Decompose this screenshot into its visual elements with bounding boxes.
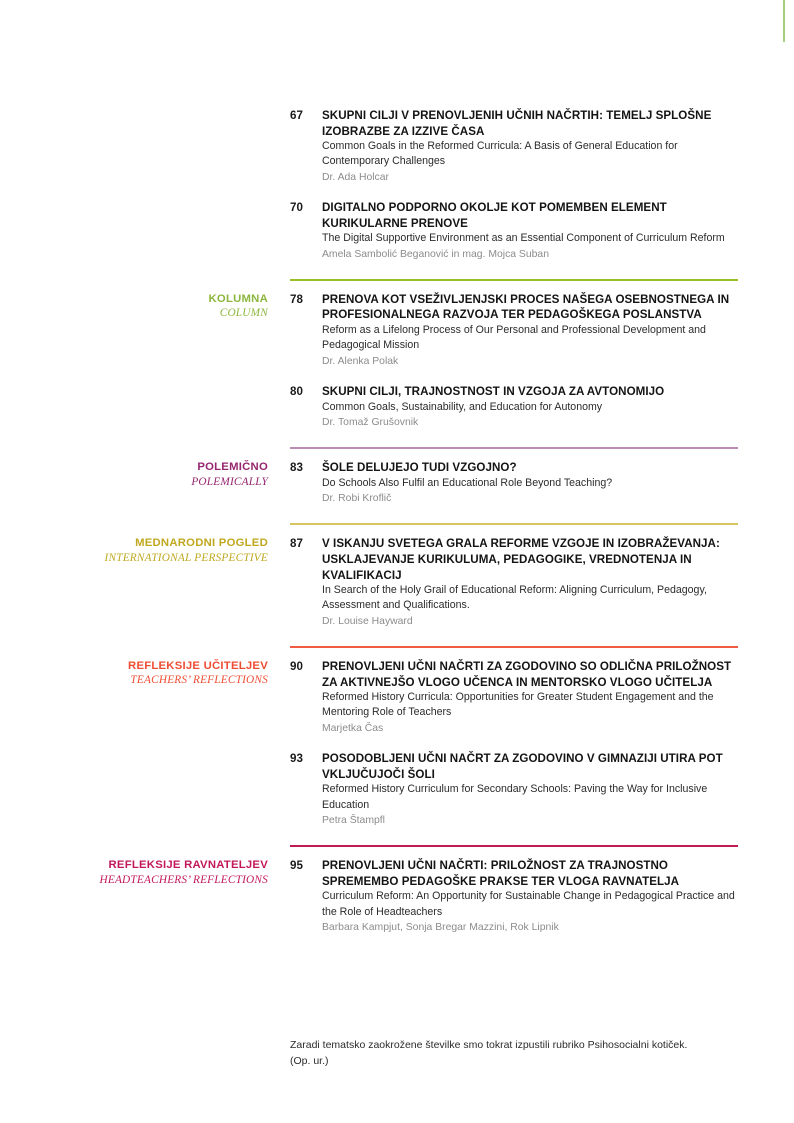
entry-title[interactable]: PRENOVLJENI UČNI NAČRTI ZA ZGODOVINO SO ODLIČNA PRILOŽNOST ZA AKTIVNEJŠO VLOGO UČENCA IN MENTORSKO VLOGO UČITELJA — [322, 659, 732, 689]
entry-body — [322, 858, 740, 935]
entry-title[interactable]: PRENOVLJENI UČNI NAČRTI: PRILOŽNOST ZA TRAJNOSTNO SPREMEMBO PEDAGOŠKE PRAKSE TER VLOGA RAVNATELJA — [322, 859, 680, 888]
section-label-sl: REFLEKSIJE RAVNATELJEV — [108, 859, 268, 872]
section-label-refleksije-ravnateljev — [60, 858, 268, 887]
toc-section-polemicno — [60, 447, 740, 506]
section-label-mednarodni-pogled — [60, 536, 268, 565]
entry-authors: Amela Sambolić Beganović in mag. Mojca Suban — [322, 248, 549, 260]
entry-body — [322, 384, 740, 430]
entry-body — [322, 536, 740, 629]
entry-title[interactable]: ŠOLE DELUJEJO TUDI VZGOJNO? — [322, 461, 517, 475]
entry-page-number[interactable]: 90 — [290, 659, 303, 673]
entry-subtitle: Reformed History Curriculum for Secondary Schools: Paving the Way for Inclusive Education — [322, 783, 708, 811]
section-divider — [290, 279, 738, 281]
entry-subtitle: Reformed History Curricula: Opportunities for Greater Student Engagement and the Mentoring Role of Teachers — [322, 691, 714, 719]
entry-authors: Barbara Kampjut, Sonja Bregar Mazzini, Rok Lipnik — [322, 921, 559, 933]
toc-entry[interactable] — [290, 292, 740, 369]
section-gap — [60, 506, 740, 523]
section-entries — [290, 460, 740, 506]
section-divider — [290, 447, 738, 449]
entry-authors: Marjetka Čas — [322, 722, 384, 734]
section-gap — [60, 828, 740, 845]
section-label-refleksije-uciteljev — [60, 659, 268, 688]
toc-section-refleksije-ravnateljev — [60, 845, 740, 935]
toc-entry[interactable] — [290, 460, 740, 506]
toc-section-mednarodni-pogled — [60, 523, 740, 629]
section-divider — [290, 646, 738, 648]
toc-entry[interactable] — [290, 659, 740, 736]
toc-entry[interactable] — [290, 858, 740, 935]
entry-authors: Petra Štampfl — [322, 814, 385, 826]
section-label-en: INTERNATIONAL PERSPECTIVE — [104, 551, 268, 564]
entry-authors: Dr. Louise Hayward — [322, 615, 413, 627]
toc-entry[interactable] — [290, 108, 740, 185]
entry-body — [322, 460, 740, 506]
entry-subtitle: Common Goals in the Reformed Curricula: A Basis of General Education for Contemporary Challenges — [322, 140, 678, 168]
entry-title[interactable]: POSODOBLJENI UČNI NAČRT ZA ZGODOVINO V GIMNAZIJI UTIRA POT VKLJUČUJOČI ŠOLI — [322, 752, 723, 781]
section-label-sl: POLEMIČNO — [197, 461, 268, 474]
entry-authors: Dr. Tomaž Grušovnik — [322, 416, 419, 428]
entry-authors: Dr. Ada Holcar — [322, 171, 389, 183]
entry-title[interactable]: SKUPNI CILJI V PRENOVLJENIH UČNIH NAČRTIH: TEMELJ SPLOŠNE IZOBRAZBE ZA IZZIVE ČASA — [322, 109, 712, 138]
entry-subtitle: Reform as a Lifelong Process of Our Personal and Professional Development and Pedagogical Mission — [322, 324, 706, 352]
entry-page-number[interactable]: 78 — [290, 292, 303, 306]
table-of-contents — [60, 108, 740, 935]
entry-body — [322, 200, 740, 262]
section-entries — [290, 536, 740, 629]
section-divider — [290, 523, 738, 525]
entry-subtitle: In Search of the Holy Grail of Educational Reform: Aligning Curriculum, Pedagogy, Assessment and Qualifications. — [322, 584, 707, 612]
entry-page-number[interactable]: 70 — [290, 201, 303, 215]
toc-entry[interactable] — [290, 200, 740, 262]
corner-accent-rule — [783, 0, 785, 42]
section-entries — [290, 292, 740, 430]
entry-body — [322, 659, 740, 736]
entry-page-number[interactable]: 67 — [290, 109, 303, 122]
section-label-en: POLEMICALLY — [191, 475, 268, 488]
entry-authors: Dr. Alenka Polak — [322, 355, 399, 367]
entry-title[interactable]: V ISKANJU SVETEGA GRALA REFORME VZGOJE IN IZOBRAŽEVANJA: USKLAJEVANJE KURIKULUMA, PEDAGOGIKE, VREDNOTENJA IN KVALIFIKACIJ — [322, 537, 720, 582]
toc-entry[interactable] — [290, 536, 740, 629]
entry-authors: Dr. Robi Kroflič — [322, 493, 392, 505]
toc-entry[interactable] — [290, 751, 740, 828]
entry-title[interactable]: SKUPNI CILJI, TRAJNOSTNOST IN VZGOJA ZA AVTONOMIJO — [322, 384, 665, 398]
entry-page-number[interactable]: 93 — [290, 752, 303, 766]
editorial-footnote: Zaradi tematsko zaokrožene številke smo tokrat izpustili rubriko Psihosocialni kotiček. (Op. ur.) — [290, 1039, 688, 1067]
entry-title[interactable]: DIGITALNO PODPORNO OKOLJE KOT POMEMBEN ELEMENT KURIKULARNE PRENOVE — [322, 201, 667, 230]
section-gap — [60, 430, 740, 447]
entry-title[interactable]: PRENOVA KOT VSEŽIVLJENJSKI PROCES NAŠEGA OSEBNOSTNEGA IN PROFESIONALNEGA RAZVOJA TER PEDAGOŠKEGA POSLANSTVA — [322, 292, 730, 322]
section-entries — [290, 108, 740, 262]
section-label-sl: KOLUMNA — [208, 292, 268, 305]
entry-subtitle: The Digital Supportive Environment as an Essential Component of Curriculum Reform — [322, 232, 725, 245]
section-gap — [60, 629, 740, 646]
entry-page-number[interactable]: 87 — [290, 537, 303, 551]
toc-section-refleksije-uciteljev — [60, 646, 740, 828]
toc-section-opening — [60, 108, 740, 262]
entry-body — [322, 751, 740, 828]
section-entries — [290, 858, 740, 935]
entry-page-number[interactable]: 95 — [290, 859, 303, 873]
toc-entry[interactable] — [290, 384, 740, 430]
section-label-en: TEACHERS’ REFLECTIONS — [130, 674, 268, 687]
section-label-polemicno — [60, 460, 268, 489]
entry-subtitle: Curriculum Reform: An Opportunity for Sustainable Change in Pedagogical Practice and the Role of Headteachers — [322, 890, 735, 918]
entry-subtitle: Common Goals, Sustainability, and Education for Autonomy — [322, 400, 603, 413]
section-label-en: COLUMN — [219, 307, 268, 320]
entry-subtitle: Do Schools Also Fulfil an Educational Role Beyond Teaching? — [322, 476, 613, 489]
section-label-sl: REFLEKSIJE UČITELJEV — [128, 659, 268, 672]
section-label-sl: MEDNARODNI POGLED — [135, 537, 268, 550]
toc-section-kolumna — [60, 279, 740, 430]
entry-body — [322, 292, 740, 369]
section-gap — [60, 262, 740, 279]
entry-body — [322, 108, 740, 185]
section-entries — [290, 659, 740, 828]
entry-page-number[interactable]: 83 — [290, 461, 303, 475]
section-label-kolumna — [60, 292, 268, 321]
section-divider — [290, 845, 738, 847]
entry-page-number[interactable]: 80 — [290, 384, 303, 398]
section-label-en: HEADTEACHERS’ REFLECTIONS — [99, 873, 268, 886]
